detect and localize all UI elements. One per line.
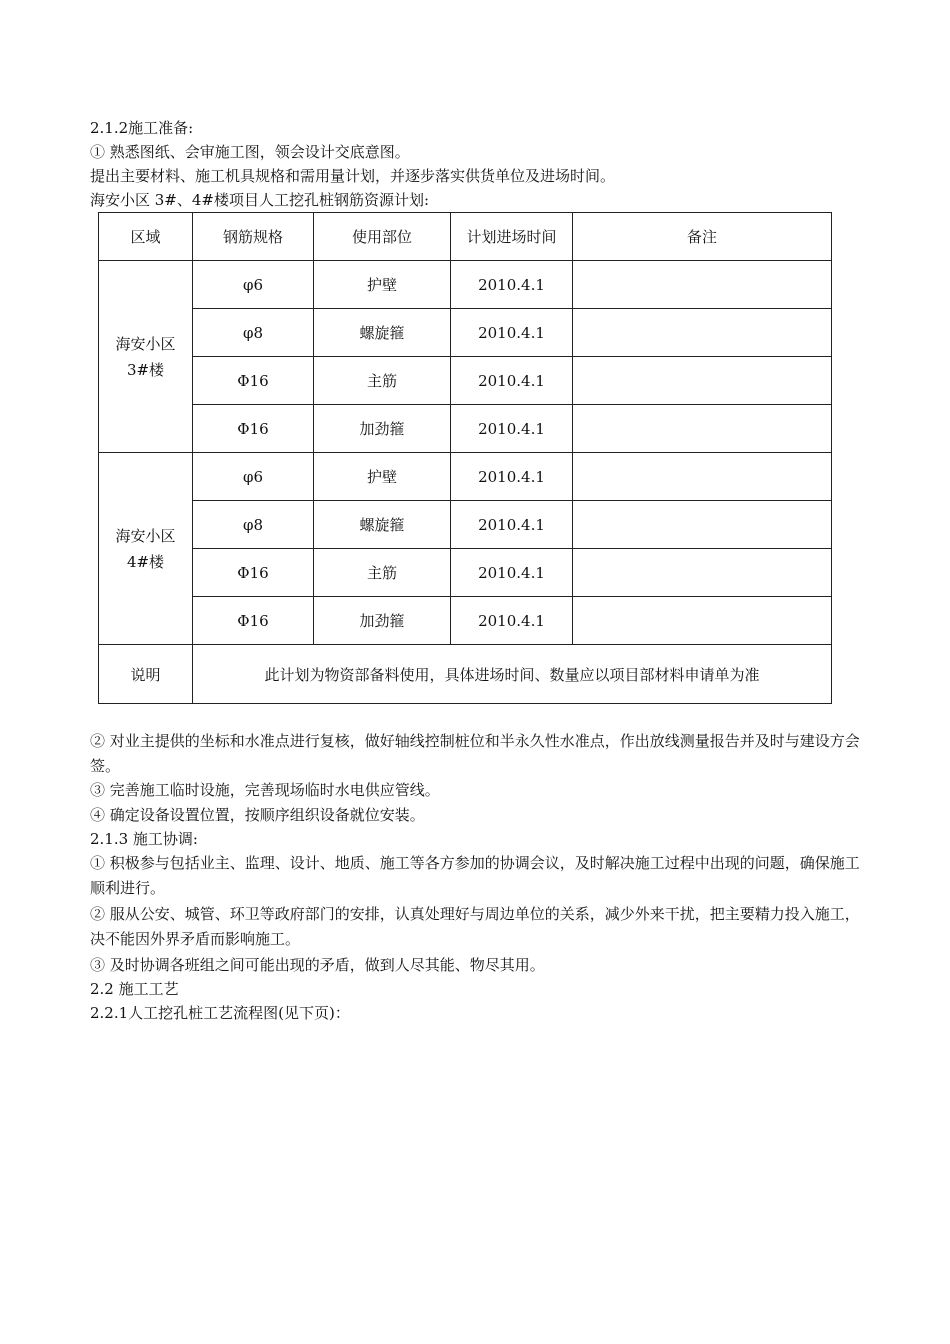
header-spec: 钢筋规格 — [193, 213, 314, 261]
date-cell: 2010.4.1 — [451, 309, 573, 357]
date-cell: 2010.4.1 — [451, 261, 573, 309]
table-row — [99, 357, 832, 405]
region-building: 4#楼 — [126, 552, 165, 571]
part-cell: 主筋 — [314, 549, 451, 597]
spec-cell: Φ16 — [193, 405, 314, 453]
prep-item-1-continued: 提出主要材料、施工机具规格和需用量计划，并逐步落实供货单位及进场时间。 — [90, 167, 616, 185]
note-cell — [573, 501, 832, 549]
note-cell — [573, 405, 832, 453]
part-cell: 护壁 — [314, 453, 451, 501]
date-cell: 2010.4.1 — [451, 597, 573, 645]
coordination-item-2: ② 服从公安、城管、环卫等政府部门的安排，认真处理好与周边单位的关系，减少外来干扰，把主要精力投入施工，决不能因外界矛盾而影响施工。 — [90, 905, 860, 948]
table-row — [99, 405, 832, 453]
spec-cell: φ8 — [193, 309, 314, 357]
spec-cell: φ6 — [193, 261, 314, 309]
prep-item-4: ④ 确定设备设置位置，按顺序组织设备就位安装。 — [90, 806, 425, 824]
spec-cell: φ8 — [193, 501, 314, 549]
spec-cell: Φ16 — [193, 597, 314, 645]
date-cell: 2010.4.1 — [451, 549, 573, 597]
region-building: 3#楼 — [126, 360, 165, 379]
header-date: 计划进场时间 — [451, 213, 573, 261]
part-cell: 螺旋箍 — [314, 501, 451, 549]
note-cell — [573, 309, 832, 357]
section-heading-2-1-3: 2.1.3 施工协调: — [90, 830, 198, 848]
spec-cell: φ6 — [193, 453, 314, 501]
part-cell: 主筋 — [314, 357, 451, 405]
spec-cell: Φ16 — [193, 357, 314, 405]
date-cell: 2010.4.1 — [451, 357, 573, 405]
header-region: 区域 — [99, 213, 193, 261]
region-name: 海安小区 — [115, 526, 176, 545]
date-cell: 2010.4.1 — [451, 453, 573, 501]
note-cell — [573, 549, 832, 597]
coordination-item-1: ① 积极参与包括业主、监理、设计、地质、施工等各方参加的协调会议，及时解决施工过程中出现的问题，确保施工顺利进行。 — [90, 854, 860, 897]
table-row — [99, 453, 832, 501]
note-cell — [573, 597, 832, 645]
table-row — [99, 501, 832, 549]
table-note-row — [99, 645, 832, 704]
note-cell — [573, 261, 832, 309]
table-caption: 海安小区 3#、4#楼项目人工挖孔桩钢筋资源计划: — [90, 191, 430, 209]
part-cell: 螺旋箍 — [314, 309, 451, 357]
spec-cell: Φ16 — [193, 549, 314, 597]
part-cell: 加劲箍 — [314, 405, 451, 453]
region-cell-4 — [99, 453, 193, 645]
date-cell: 2010.4.1 — [451, 501, 573, 549]
prep-item-3: ③ 完善施工临时设施，完善现场临时水电供应管线。 — [90, 781, 440, 799]
note-label-cell: 说明 — [99, 645, 193, 704]
region-cell-3 — [99, 261, 193, 453]
note-cell — [573, 453, 832, 501]
note-text-cell: 此计划为物资部备料使用，具体进场时间、数量应以项目部材料申请单为准 — [193, 645, 832, 704]
note-cell — [573, 357, 832, 405]
section-heading-2-2: 2.2 施工工艺 — [90, 980, 179, 998]
region-name: 海安小区 — [115, 334, 176, 353]
table-row — [99, 549, 832, 597]
prep-item-1: ① 熟悉图纸、会审施工图，领会设计交底意图。 — [90, 143, 410, 161]
section-heading-2-2-1: 2.2.1人工挖孔桩工艺流程图(见下页)： — [90, 1004, 350, 1022]
part-cell: 加劲箍 — [314, 597, 451, 645]
coordination-item-3: ③ 及时协调各班组之间可能出现的矛盾，做到人尽其能、物尽其用。 — [90, 956, 545, 974]
part-cell: 护壁 — [314, 261, 451, 309]
table-row — [99, 261, 832, 309]
table-row — [99, 309, 832, 357]
header-part: 使用部位 — [314, 213, 451, 261]
section-heading-2-1-2: 2.1.2施工准备: — [90, 119, 194, 137]
table-row — [99, 597, 832, 645]
header-note: 备注 — [573, 213, 832, 261]
prep-item-2: ② 对业主提供的坐标和水准点进行复核，做好轴线控制桩位和半永久性水准点，作出放线测量报告并及时与建设方会签。 — [90, 732, 860, 775]
table-header-row — [99, 213, 832, 261]
rebar-resource-plan-table — [98, 212, 832, 704]
date-cell: 2010.4.1 — [451, 405, 573, 453]
